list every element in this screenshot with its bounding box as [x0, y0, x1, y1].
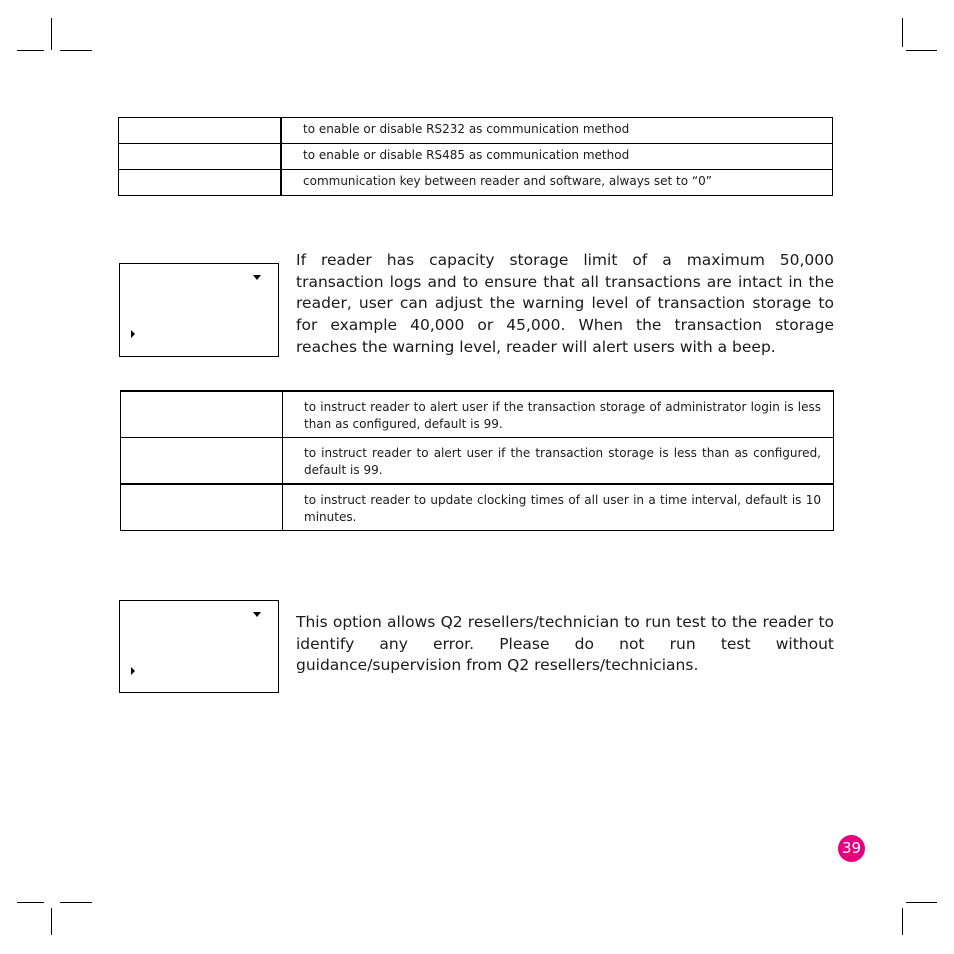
storage-settings-table — [120, 390, 834, 531]
storage-menu-screen — [119, 263, 279, 357]
crop-mark — [17, 902, 44, 903]
row-description: to enable or disable RS232 as communication method — [281, 118, 833, 144]
row-label — [119, 144, 282, 170]
crop-mark — [906, 902, 937, 903]
row-label — [121, 438, 283, 485]
row-description: to instruct reader to alert user if the transaction storage of administrator login is less than as configured, default is 99. — [283, 391, 834, 438]
caret-down-icon — [253, 275, 261, 280]
crop-mark — [51, 18, 52, 50]
row-label — [119, 118, 282, 144]
test-menu-screen — [119, 600, 279, 693]
crop-mark — [60, 902, 92, 903]
test-option-paragraph: This option allows Q2 resellers/technician to run test to the reader to identify any error. Please do not run test without guidance/supervision from Q2 resellers/technicians. — [296, 613, 834, 675]
table-row — [119, 144, 833, 170]
row-label — [121, 391, 283, 438]
crop-mark — [906, 50, 937, 51]
table-row — [121, 391, 834, 438]
communication-settings-table — [118, 117, 833, 196]
table-row — [121, 484, 834, 531]
crop-mark — [51, 908, 52, 935]
caret-right-icon — [131, 667, 135, 675]
crop-mark — [902, 908, 903, 935]
row-description: to instruct reader to alert user if the transaction storage is less than as configured, default is 99. — [283, 438, 834, 485]
row-description: to enable or disable RS485 as communication method — [281, 144, 833, 170]
page-number-badge: 39 — [838, 835, 865, 862]
table-row — [121, 438, 834, 485]
caret-down-icon — [253, 612, 261, 617]
crop-mark — [60, 50, 92, 51]
storage-warning-paragraph: If reader has capacity storage limit of a maximum 50,000 transaction logs and to ensure that all transactions are intact in the reader, user can adjust the warning level of transaction storage to for example 40,000 or 45,000. When the transaction storage reaches the warning level, reader will alert users with a beep. — [296, 251, 834, 356]
crop-mark — [17, 50, 44, 51]
crop-mark — [902, 18, 903, 47]
row-description: to instruct reader to update clocking times of all user in a time interval, default is 10 minutes. — [283, 484, 834, 531]
row-label — [121, 484, 283, 531]
table-row — [119, 170, 833, 196]
table-row — [119, 118, 833, 144]
row-description: communication key between reader and software, always set to “0” — [281, 170, 833, 196]
caret-right-icon — [131, 330, 135, 338]
row-label — [119, 170, 282, 196]
